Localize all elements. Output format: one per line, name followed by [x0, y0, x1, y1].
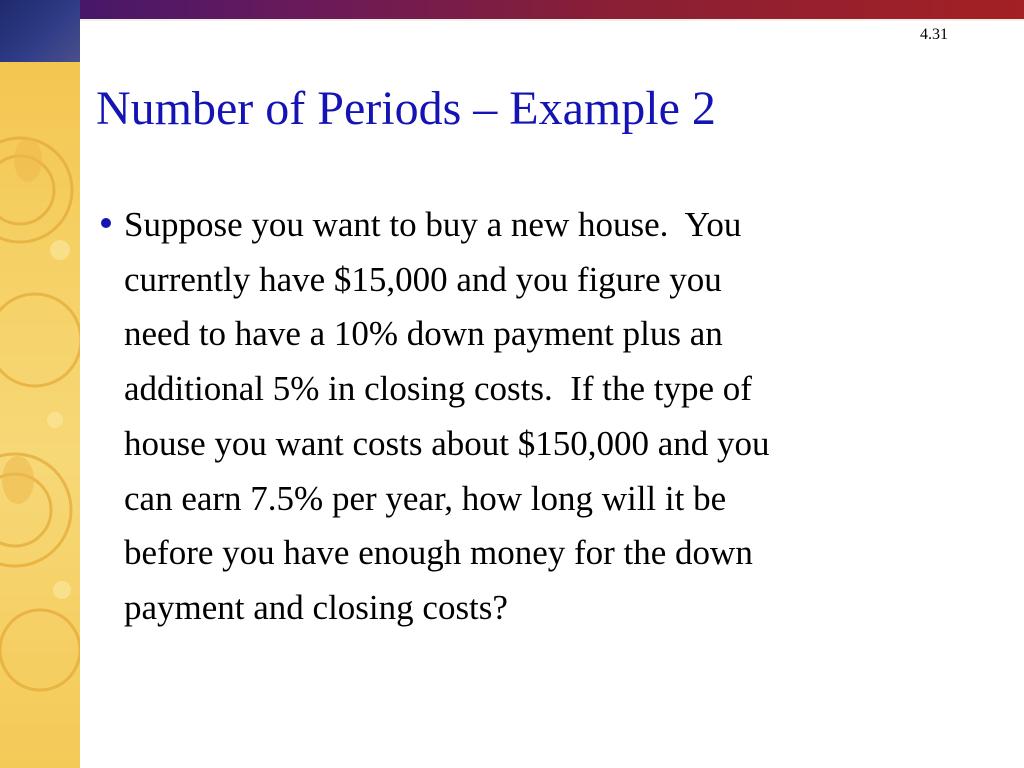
- bullet-line: before you have enough money for the down: [124, 533, 753, 573]
- bullet-line: need to have a 10% down payment plus an: [124, 314, 723, 354]
- bullet-line: payment and closing costs?: [124, 587, 508, 627]
- banner-divider: [80, 19, 1024, 21]
- top-banner: [0, 0, 1024, 19]
- bullet-line: currently have $15,000 and you figure you: [124, 259, 722, 299]
- bullet-text: [124, 198, 984, 636]
- bullet-line: house you want costs about $150,000 and you: [124, 423, 770, 463]
- bullet-icon: [101, 218, 111, 228]
- slide-number: 4.31: [920, 26, 948, 43]
- bullet-line: Suppose you want to buy a new house. You: [124, 205, 742, 244]
- bullet-line: additional 5% in closing costs. If the type of: [124, 369, 752, 409]
- decorative-coins-graphic: [0, 0, 80, 768]
- decorative-side-strip: [0, 0, 80, 768]
- bullet-line: can earn 7.5% per year, how long will it be: [124, 478, 727, 518]
- slide-title: Number of Periods – Example 2: [96, 82, 716, 135]
